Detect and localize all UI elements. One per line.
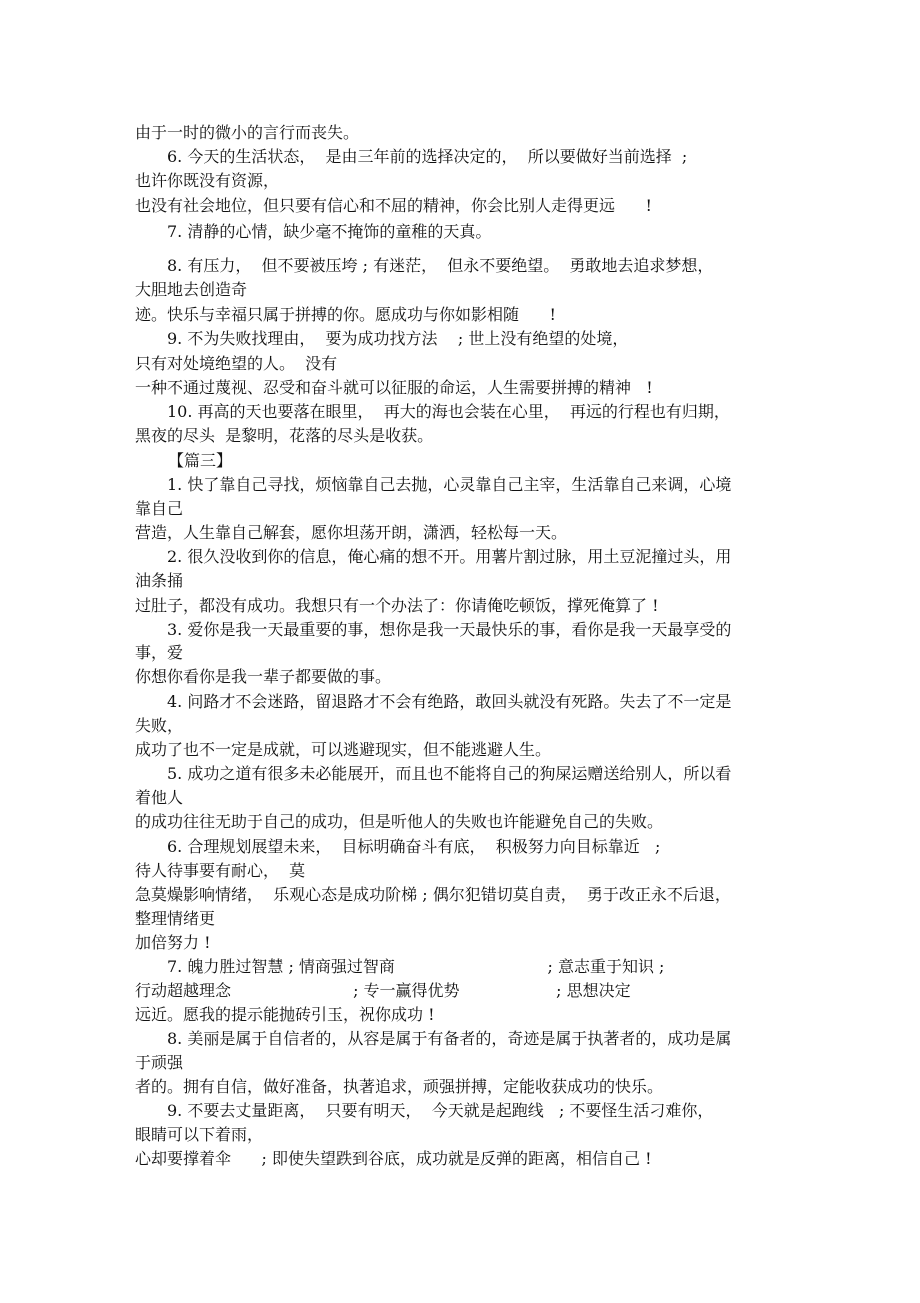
- text-line: 一种不通过蔑视、忍受和奋斗就可以征服的命运，人生需要拼搏的精神 !: [135, 378, 653, 397]
- text-line: 者的。拥有自信，做好准备，执著追求，顽强拼搏，定能收获成功的快乐。: [135, 1077, 664, 1096]
- text-line: 2. 很久没收到你的信息，俺心痛的想不开。用薯片割过脉，用土豆泥撞过头，用: [167, 547, 732, 566]
- text-line: 事，爱: [135, 643, 184, 662]
- text-line: 也没有社会地位，但只要有信心和不屈的精神，你会比别人走得更远 !: [135, 196, 652, 215]
- text-line: 6. 合理规划展望未来， 目标明确奋斗有底， 积极努力向目标靠近 ;: [167, 837, 661, 856]
- text-line: 远近。愿我的提示能抛砖引玉，祝你成功 !: [135, 1005, 435, 1024]
- text-line: 油条捅: [135, 571, 184, 590]
- text-line: 6. 今天的生活状态， 是由三年前的选择决定的， 所以要做好当前选择 ;: [167, 147, 688, 166]
- text-line: 7. 清静的心情，缺少毫不掩饰的童稚的天真。: [167, 222, 492, 241]
- text-line: 大胆地去创造奇: [135, 280, 248, 299]
- text-line: 营造，人生靠自己解套，愿你坦荡开朗，潇洒，轻松每一天。: [135, 523, 568, 542]
- text-line: 7. 魄力胜过智慧 ; 情商强过智商 ; 意志重于知识 ;: [167, 957, 665, 976]
- text-line: 整理情绪更: [135, 909, 216, 928]
- text-line: 9. 不为失败找理由， 要为成功找方法 ; 世上没有绝望的处境，: [167, 329, 629, 348]
- text-line: 1. 快了靠自己寻找，烦恼靠自己去抛，心灵靠自己主宰，生活靠自己来调，心境: [167, 475, 732, 494]
- text-line: 也许你既没有资源，: [135, 171, 280, 190]
- text-line: 着他人: [135, 788, 184, 807]
- text-line: 9. 不要去丈量距离， 只要有明天， 今天就是起跑线 ; 不要怪生活刁难你，: [167, 1101, 714, 1120]
- text-line: 过肚子，都没有成功。我想只有一个办法了：你请俺吃顿饭，撑死俺算了 !: [135, 596, 659, 615]
- text-line: 由于一时的微小的言行而丧失。: [135, 123, 360, 142]
- text-line: 你想你看你是我一辈子都要做的事。: [135, 667, 392, 686]
- text-line: 于顽强: [135, 1053, 184, 1072]
- text-line: 成功了也不一定是成就，可以逃避现实，但不能逃避人生。: [135, 740, 552, 759]
- text-line: 5. 成功之道有很多未必能展开，而且也不能将自己的狗屎运赠送给别人，所以看: [167, 764, 732, 783]
- text-line: 3. 爱你是我一天最重要的事，想你是我一天最快乐的事，看你是我一天最享受的: [167, 620, 732, 639]
- text-line: 失败，: [135, 716, 184, 735]
- text-line: 4. 问路才不会迷路，留退路才不会有绝路，敢回头就没有死路。失去了不一定是: [167, 692, 732, 711]
- section-heading: 【篇三】: [168, 451, 233, 470]
- text-line: 行动超越理念 ; 专一赢得优势 ; 思想决定: [135, 981, 631, 1000]
- text-line: 10. 再高的天也要落在眼里， 再大的海也会装在心里， 再远的行程也有归期，: [167, 402, 730, 421]
- text-line: 迹。快乐与幸福只属于拼搏的你。愿成功与你如影相随 !: [135, 305, 556, 324]
- text-line: 只有对处境绝望的人。 没有: [135, 354, 338, 373]
- text-line: 8. 美丽是属于自信者的，从容是属于有备者的，奇迹是属于执著者的，成功是属: [167, 1029, 732, 1048]
- text-line: 8. 有压力， 但不要被压垮 ; 有迷茫， 但永不要绝望。 勇敢地去追求梦想，: [167, 256, 714, 275]
- text-line: 心却要撑着伞 ; 即使失望跌到谷底，成功就是反弹的距离，相信自己 !: [135, 1149, 652, 1168]
- text-line: 待人待事要有耐心， 莫: [135, 861, 306, 880]
- text-line: 眼睛可以下着雨，: [135, 1125, 264, 1144]
- text-line: 靠自己: [135, 499, 184, 518]
- text-line: 的成功往往无助于自己的成功，但是听他人的失败也许能避免自己的失败。: [135, 812, 664, 831]
- text-line: 加倍努力 !: [135, 933, 211, 952]
- text-line: 急莫燥影响情绪， 乐观心态是成功阶梯 ; 偶尔犯错切莫自责， 勇于改正永不后退，: [135, 885, 731, 904]
- text-line: 黑夜的尽头 是黎明，花落的尽头是收获。: [135, 426, 434, 445]
